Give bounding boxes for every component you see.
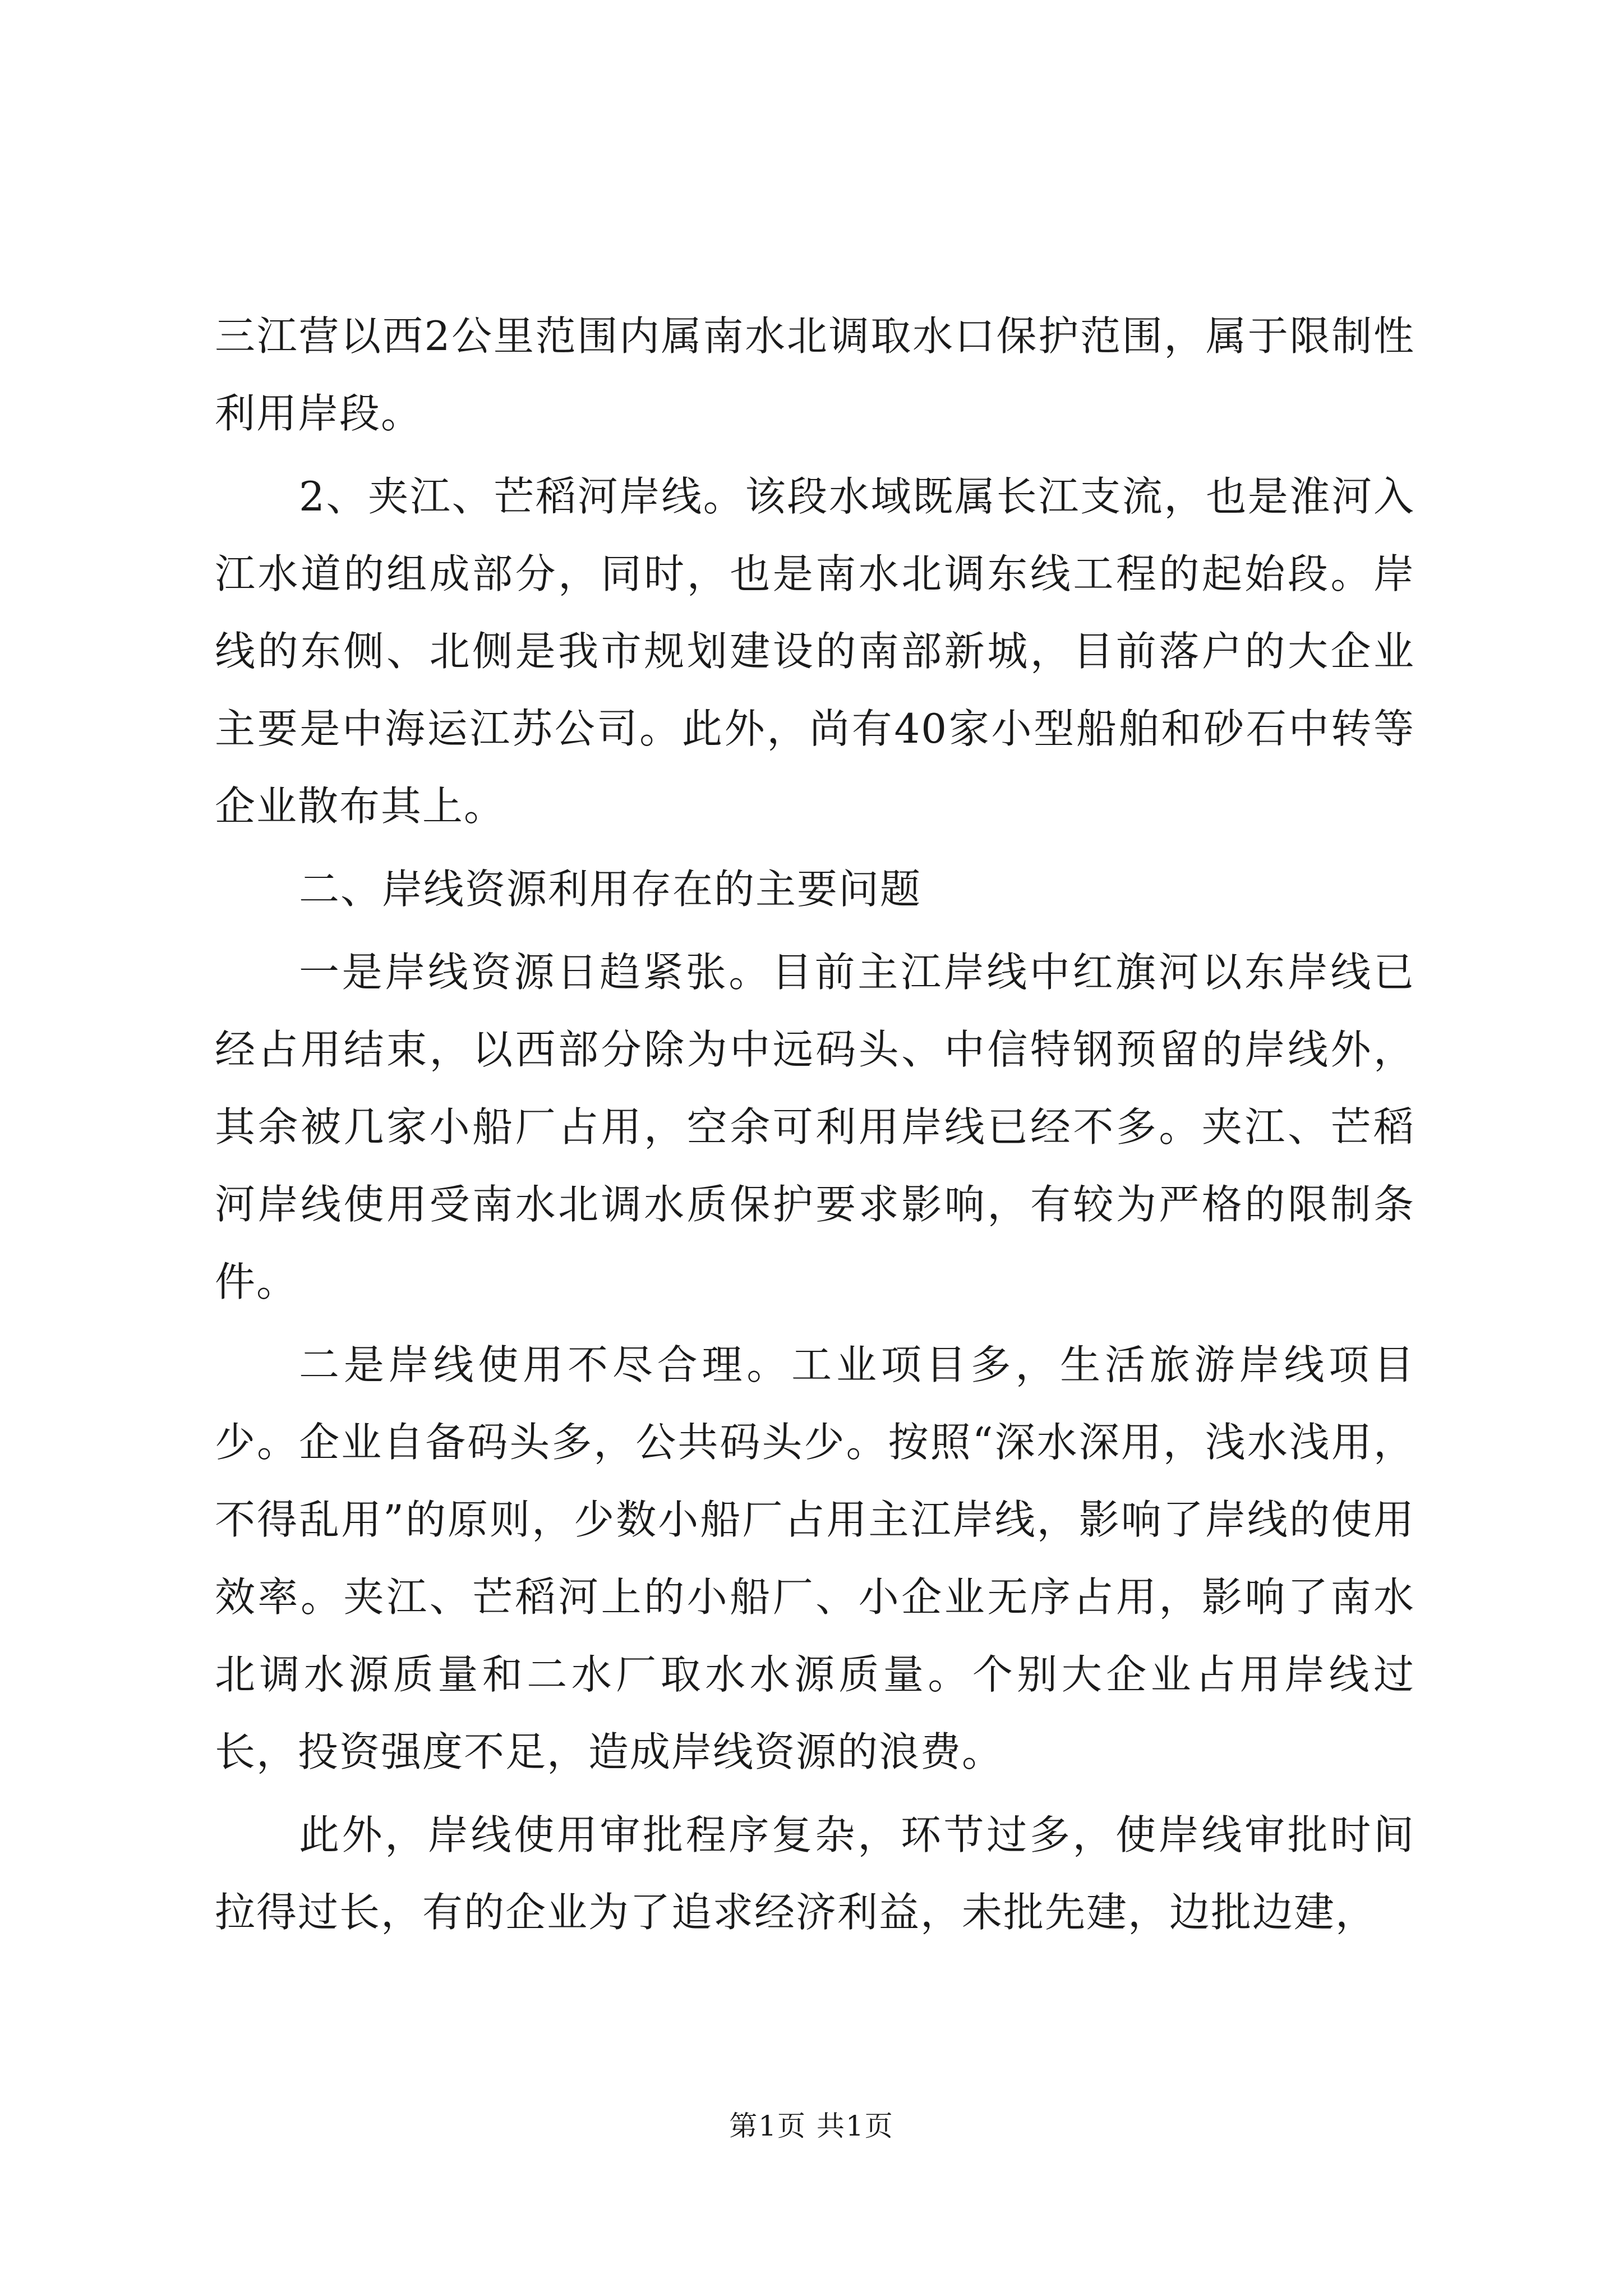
paragraph: 一是岸线资源日趋紧张。目前主江岸线中红旗河以东岸线已经占用结束，以西部分除为中远码头、中信特钢预留的岸线外，其余被几家小船厂占用，空余可利用岸线已经不多。夹江、芒稻河岸线使用受南水北调水质保护要求影响，有较为严格的限制条件。 bbox=[215, 949, 1415, 1305]
page-number-footer: 第1页 共1页 bbox=[729, 2110, 894, 2142]
section-heading: 二、岸线资源利用存在的主要问题 bbox=[299, 866, 922, 913]
paragraph: 2、夹江、芒稻河岸线。该段水域既属长江支流，也是淮河入江水道的组成部分，同时，也是南水北调东线工程的起始段。岸线的东侧、北侧是我市规划建设的南部新城，目前落户的大企业主要是中海运江苏公司。此外，尚有40家小型船舶和砂石中转等企业散布其上。 bbox=[215, 473, 1415, 830]
document-body bbox=[215, 297, 1415, 1951]
paragraph: 此外，岸线使用审批程序复杂，环节过多，使岸线审批时间拉得过长，有的企业为了追求经济利益，未批先建，边批边建， bbox=[215, 1811, 1415, 1936]
paragraph: 三江营以西2公里范围内属南水北调取水口保护范围，属于限制性利用岸段。 bbox=[215, 312, 1415, 437]
paragraph: 二是岸线使用不尽合理。工业项目多，生活旅游岸线项目少。企业自备码头多，公共码头少。按照“深水深用，浅水浅用，不得乱用”的原则，少数小船厂占用主江岸线，影响了岸线的使用效率。夹江、芒稻河上的小船厂、小企业无序占用，影响了南水北调水源质量和二水厂取水水源质量。个别大企业占用岸线过长，投资强度不足，造成岸线资源的浪费。 bbox=[215, 1341, 1415, 1775]
